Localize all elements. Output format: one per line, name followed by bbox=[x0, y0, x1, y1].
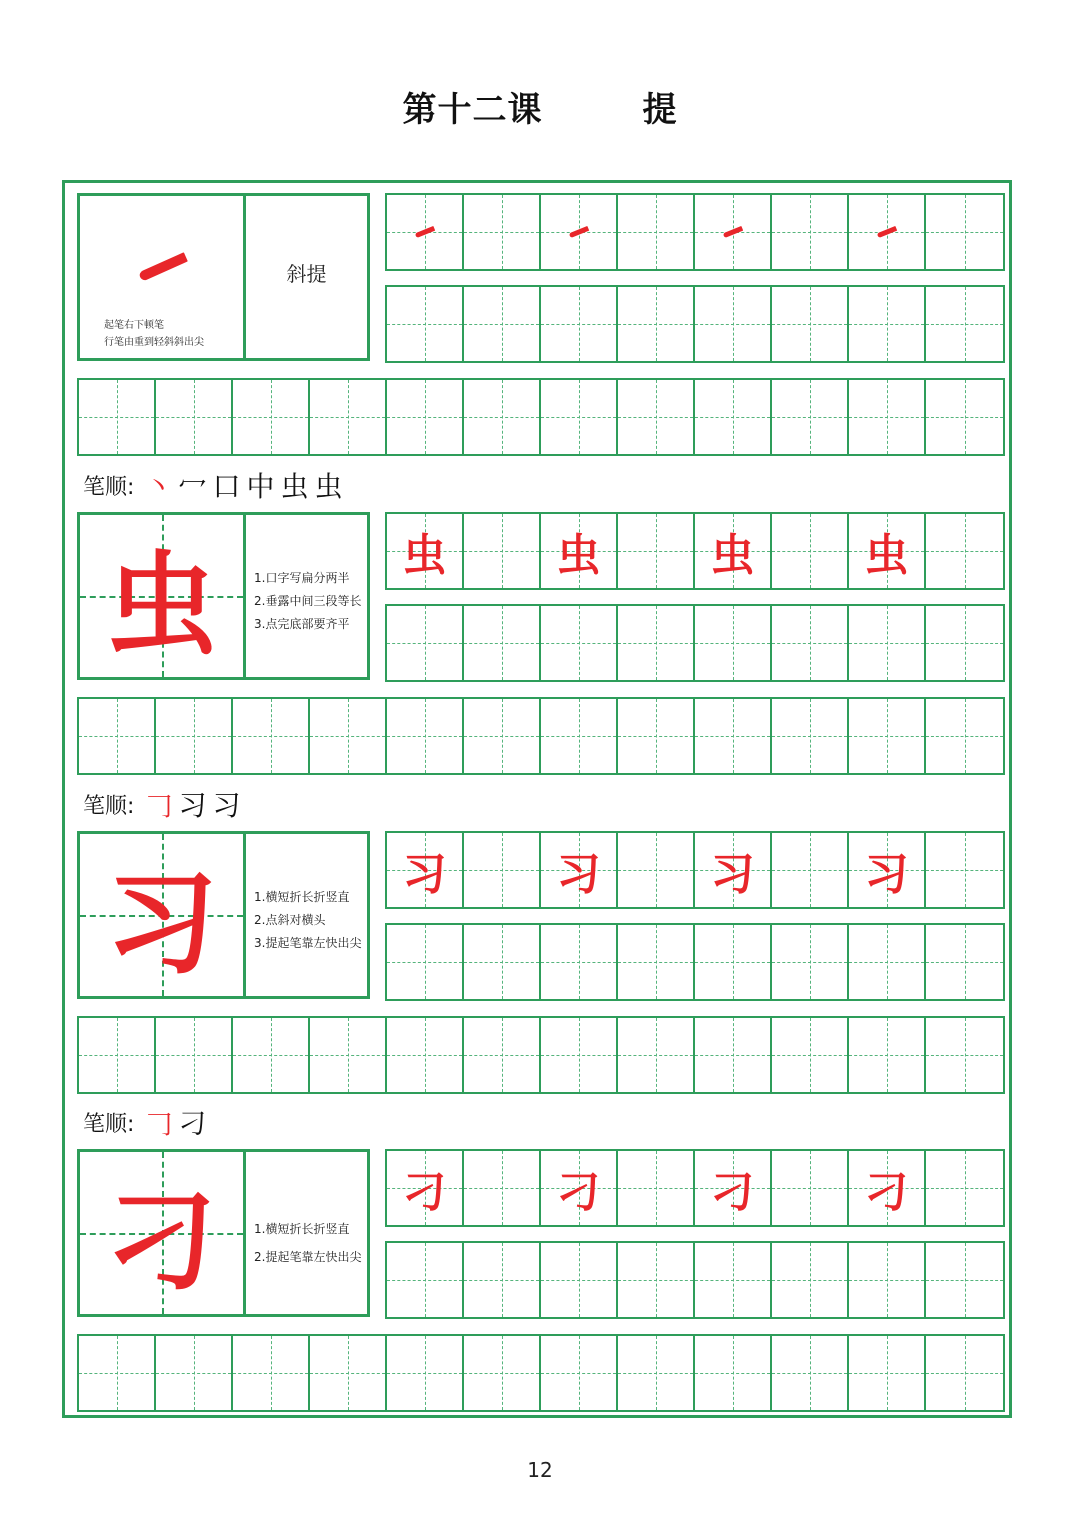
grid-cell[interactable] bbox=[541, 1018, 618, 1092]
stroke-name: 斜提 bbox=[286, 262, 327, 286]
sample-character: 刁 bbox=[556, 1167, 601, 1218]
practice-row bbox=[77, 697, 1005, 775]
grid-cell[interactable] bbox=[695, 1018, 772, 1092]
grid-cell[interactable] bbox=[618, 606, 695, 680]
stroke-title: 提 bbox=[642, 90, 678, 130]
grid-cell[interactable] bbox=[695, 380, 772, 454]
practice-row bbox=[385, 193, 1005, 271]
grid-cell[interactable] bbox=[387, 287, 464, 361]
grid-cell[interactable] bbox=[387, 195, 464, 269]
grid-cell[interactable] bbox=[387, 699, 464, 773]
writing-tip: 2.垂露中间三段等长 bbox=[254, 594, 362, 608]
stroke-step: 虫 bbox=[314, 470, 343, 503]
model-character-cell bbox=[80, 834, 246, 996]
grid-cell[interactable] bbox=[772, 380, 849, 454]
writing-tip: 1.口字写扁分两半 bbox=[254, 571, 350, 585]
grid-cell[interactable] bbox=[541, 699, 618, 773]
grid-cell[interactable] bbox=[695, 1336, 772, 1410]
writing-tips bbox=[246, 1152, 367, 1314]
character-reference-box bbox=[77, 1149, 370, 1317]
grid-cell[interactable] bbox=[849, 287, 926, 361]
grid-cell[interactable] bbox=[618, 1018, 695, 1092]
grid-cell[interactable] bbox=[464, 380, 541, 454]
grid-cell[interactable] bbox=[464, 514, 541, 588]
practice-row bbox=[77, 1334, 1005, 1412]
grid-cell[interactable] bbox=[849, 833, 926, 907]
grid-cell[interactable] bbox=[618, 699, 695, 773]
grid-cell[interactable] bbox=[464, 833, 541, 907]
grid-cell[interactable] bbox=[233, 1336, 310, 1410]
practice-row bbox=[77, 378, 1005, 456]
stroke-order-label: 笔顺: bbox=[83, 1111, 135, 1137]
writing-tip: 2.提起笔靠左快出尖 bbox=[254, 1250, 362, 1264]
grid-cell[interactable] bbox=[541, 1151, 618, 1225]
grid-cell[interactable] bbox=[310, 699, 387, 773]
grid-cell[interactable] bbox=[233, 380, 310, 454]
grid-cell[interactable] bbox=[618, 1151, 695, 1225]
grid-cell[interactable] bbox=[310, 380, 387, 454]
grid-cell[interactable] bbox=[849, 699, 926, 773]
stroke-step: 刁 bbox=[178, 1107, 207, 1140]
writing-tip: 1.横短折长折竖直 bbox=[254, 890, 350, 904]
page-title bbox=[0, 82, 1080, 131]
grid-cell[interactable] bbox=[618, 925, 695, 999]
grid-cell[interactable] bbox=[464, 1151, 541, 1225]
grid-cell[interactable] bbox=[541, 1243, 618, 1317]
model-character-cell bbox=[80, 1152, 246, 1314]
grid-cell[interactable] bbox=[464, 195, 541, 269]
grid-cell[interactable] bbox=[849, 1018, 926, 1092]
grid-cell[interactable] bbox=[772, 606, 849, 680]
grid-cell[interactable] bbox=[772, 287, 849, 361]
grid-cell[interactable] bbox=[387, 1018, 464, 1092]
sample-character: 虫 bbox=[556, 530, 601, 581]
grid-cell[interactable] bbox=[618, 1243, 695, 1317]
grid-cell[interactable] bbox=[387, 833, 464, 907]
grid-cell[interactable] bbox=[926, 833, 1003, 907]
grid-cell[interactable] bbox=[849, 1151, 926, 1225]
stroke-demo-cell bbox=[80, 196, 246, 358]
stroke-order-sequence bbox=[144, 465, 348, 505]
character-reference-box bbox=[77, 831, 370, 999]
sample-character: 习 bbox=[402, 849, 447, 900]
grid-cell[interactable] bbox=[926, 925, 1003, 999]
grid-cell[interactable] bbox=[849, 1336, 926, 1410]
stroke-order bbox=[83, 1105, 212, 1139]
grid-cell[interactable] bbox=[310, 1018, 387, 1092]
stroke-step: 冖 bbox=[178, 470, 207, 503]
stroke-step: 虫 bbox=[280, 470, 309, 503]
writing-tip: 1.横短折长折竖直 bbox=[254, 1222, 350, 1236]
grid-cell[interactable] bbox=[387, 514, 464, 588]
stroke-step: 𠃌 bbox=[144, 789, 173, 822]
grid-cell[interactable] bbox=[849, 380, 926, 454]
lesson-title: 第十二课 bbox=[402, 90, 543, 130]
grid-cell[interactable] bbox=[541, 287, 618, 361]
grid-cell[interactable] bbox=[79, 699, 156, 773]
grid-cell[interactable] bbox=[772, 699, 849, 773]
grid-cell[interactable] bbox=[926, 1336, 1003, 1410]
stroke-step: 口 bbox=[212, 470, 241, 503]
grid-cell[interactable] bbox=[233, 699, 310, 773]
grid-cell[interactable] bbox=[618, 287, 695, 361]
writing-tips bbox=[246, 515, 367, 677]
stroke-step: 丶 bbox=[144, 470, 173, 503]
grid-cell[interactable] bbox=[695, 699, 772, 773]
grid-cell[interactable] bbox=[310, 1336, 387, 1410]
grid-cell[interactable] bbox=[541, 1336, 618, 1410]
practice-row bbox=[385, 604, 1005, 682]
grid-cell[interactable] bbox=[464, 606, 541, 680]
page-number: 12 bbox=[527, 1458, 553, 1482]
writing-tip: 3.点完底部要齐平 bbox=[254, 617, 350, 631]
grid-cell[interactable] bbox=[79, 380, 156, 454]
stroke-step: 中 bbox=[246, 470, 275, 503]
grid-cell[interactable] bbox=[926, 514, 1003, 588]
grid-cell[interactable] bbox=[541, 925, 618, 999]
grid-cell[interactable] bbox=[849, 1243, 926, 1317]
sample-character: 习 bbox=[864, 849, 909, 900]
practice-row bbox=[77, 1016, 1005, 1094]
tiqi-stroke-icon bbox=[138, 252, 188, 281]
grid-cell[interactable] bbox=[387, 380, 464, 454]
grid-cell[interactable] bbox=[541, 380, 618, 454]
grid-cell[interactable] bbox=[695, 833, 772, 907]
grid-cell[interactable] bbox=[464, 925, 541, 999]
model-character: 刁 bbox=[105, 1176, 218, 1308]
grid-cell[interactable] bbox=[79, 1336, 156, 1410]
grid-cell[interactable] bbox=[387, 925, 464, 999]
model-character: 习 bbox=[105, 858, 218, 990]
practice-row bbox=[385, 512, 1005, 590]
practice-row bbox=[385, 831, 1005, 909]
grid-cell[interactable] bbox=[156, 1336, 233, 1410]
practice-row bbox=[385, 1149, 1005, 1227]
grid-cell[interactable] bbox=[772, 195, 849, 269]
stroke-order-sequence bbox=[144, 1102, 212, 1142]
sample-character: 虫 bbox=[710, 530, 755, 581]
grid-cell[interactable] bbox=[772, 1018, 849, 1092]
practice-row bbox=[385, 1241, 1005, 1319]
writing-tip: 2.点斜对横头 bbox=[254, 913, 326, 927]
grid-cell[interactable] bbox=[387, 1336, 464, 1410]
grid-cell[interactable] bbox=[464, 1243, 541, 1317]
stroke-desc-2: 行笔由重到轻斜斜出尖 bbox=[104, 337, 204, 348]
writing-tips bbox=[246, 834, 367, 996]
sample-character: 虫 bbox=[402, 530, 447, 581]
grid-cell[interactable] bbox=[695, 925, 772, 999]
stroke-order-label: 笔顺: bbox=[83, 474, 135, 500]
stroke-step: 习 bbox=[212, 789, 241, 822]
stroke-step: 𠃌 bbox=[144, 1107, 173, 1140]
grid-cell[interactable] bbox=[926, 380, 1003, 454]
worksheet-frame bbox=[62, 180, 1012, 1418]
grid-cell[interactable] bbox=[387, 606, 464, 680]
grid-cell[interactable] bbox=[849, 606, 926, 680]
sample-character: 刁 bbox=[710, 1167, 755, 1218]
practice-row bbox=[385, 285, 1005, 363]
grid-cell[interactable] bbox=[541, 606, 618, 680]
stroke-name-cell bbox=[246, 196, 367, 358]
grid-cell[interactable] bbox=[541, 514, 618, 588]
model-character-cell bbox=[80, 515, 246, 677]
grid-cell[interactable] bbox=[695, 1151, 772, 1225]
writing-tip: 3.提起笔靠左快出尖 bbox=[254, 936, 362, 950]
model-character: 虫 bbox=[105, 539, 218, 671]
grid-cell[interactable] bbox=[618, 380, 695, 454]
grid-cell[interactable] bbox=[618, 1336, 695, 1410]
grid-cell[interactable] bbox=[849, 195, 926, 269]
grid-cell[interactable] bbox=[79, 1018, 156, 1092]
grid-cell[interactable] bbox=[695, 287, 772, 361]
grid-cell[interactable] bbox=[926, 195, 1003, 269]
grid-cell[interactable] bbox=[156, 380, 233, 454]
grid-cell[interactable] bbox=[156, 699, 233, 773]
grid-cell[interactable] bbox=[387, 1243, 464, 1317]
grid-cell[interactable] bbox=[618, 514, 695, 588]
grid-cell[interactable] bbox=[772, 514, 849, 588]
stroke-order-sequence bbox=[144, 784, 246, 824]
grid-cell[interactable] bbox=[618, 195, 695, 269]
grid-cell[interactable] bbox=[772, 1151, 849, 1225]
grid-cell[interactable] bbox=[849, 925, 926, 999]
grid-cell[interactable] bbox=[541, 195, 618, 269]
character-reference-box bbox=[77, 512, 370, 680]
grid-cell[interactable] bbox=[156, 1018, 233, 1092]
grid-cell[interactable] bbox=[464, 287, 541, 361]
grid-cell[interactable] bbox=[926, 606, 1003, 680]
sample-character: 刁 bbox=[402, 1167, 447, 1218]
grid-cell[interactable] bbox=[926, 699, 1003, 773]
grid-cell[interactable] bbox=[772, 925, 849, 999]
grid-cell[interactable] bbox=[926, 1018, 1003, 1092]
grid-cell[interactable] bbox=[695, 514, 772, 588]
stroke-reference-box bbox=[77, 193, 370, 361]
stroke-order-label: 笔顺: bbox=[83, 793, 135, 819]
grid-cell[interactable] bbox=[541, 833, 618, 907]
sample-character: 虫 bbox=[864, 530, 909, 581]
grid-cell[interactable] bbox=[772, 1243, 849, 1317]
practice-row bbox=[385, 923, 1005, 1001]
grid-cell[interactable] bbox=[695, 195, 772, 269]
grid-cell[interactable] bbox=[618, 833, 695, 907]
grid-cell[interactable] bbox=[464, 699, 541, 773]
grid-cell[interactable] bbox=[772, 1336, 849, 1410]
grid-cell[interactable] bbox=[849, 514, 926, 588]
grid-cell[interactable] bbox=[926, 1151, 1003, 1225]
stroke-desc-1: 起笔右下顿笔 bbox=[104, 320, 164, 331]
sample-character: 习 bbox=[556, 849, 601, 900]
grid-cell[interactable] bbox=[926, 1243, 1003, 1317]
grid-cell[interactable] bbox=[233, 1018, 310, 1092]
grid-cell[interactable] bbox=[464, 1336, 541, 1410]
grid-cell[interactable] bbox=[926, 287, 1003, 361]
stroke-order bbox=[83, 787, 246, 821]
grid-cell[interactable] bbox=[772, 833, 849, 907]
sample-character: 刁 bbox=[864, 1167, 909, 1218]
grid-cell[interactable] bbox=[695, 606, 772, 680]
grid-cell[interactable] bbox=[695, 1243, 772, 1317]
stroke-order bbox=[83, 468, 349, 502]
grid-cell[interactable] bbox=[387, 1151, 464, 1225]
sample-character: 习 bbox=[710, 849, 755, 900]
grid-cell[interactable] bbox=[464, 1018, 541, 1092]
stroke-step: 习 bbox=[178, 789, 207, 822]
